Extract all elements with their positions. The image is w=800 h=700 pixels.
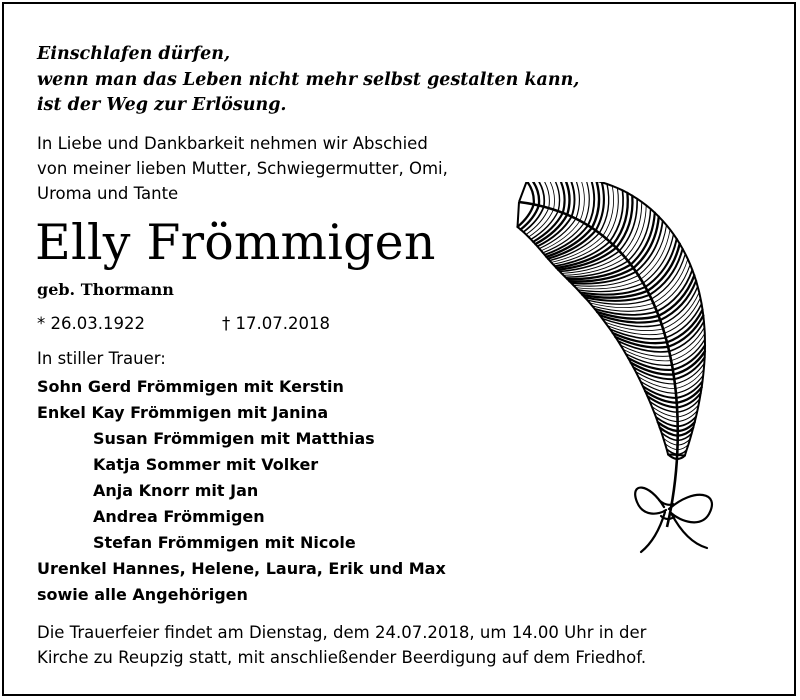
mourner-line: sowie alle Angehörigen xyxy=(37,585,248,604)
obituary-notice xyxy=(2,2,796,696)
funeral-info-line: Die Trauerfeier findet am Dienstag, dem 24.07.2018, um 14.00 Uhr in der xyxy=(37,623,647,642)
mourner-line: Anja Knorr mit Jan xyxy=(93,481,259,500)
intro-line: In Liebe und Dankbarkeit nehmen wir Abschied xyxy=(37,134,428,153)
death-date: † 17.07.2018 xyxy=(222,314,330,333)
poem-line: Einschlafen dürfen, xyxy=(37,44,231,64)
mourners-list xyxy=(37,374,446,608)
maiden-name: geb. Thormann xyxy=(37,280,174,299)
feather-with-ribbon-icon xyxy=(509,182,759,567)
poem-line: ist der Weg zur Erlösung. xyxy=(37,95,287,115)
intro-line: Uroma und Tante xyxy=(37,184,179,203)
mourner-line: Andrea Frömmigen xyxy=(93,507,265,526)
feather-barb xyxy=(584,182,589,223)
deceased-name: Elly Frömmigen xyxy=(35,214,436,271)
mourner-line: Susan Frömmigen mit Matthias xyxy=(93,429,375,448)
birth-date: * 26.03.1922 xyxy=(37,314,145,333)
feather-barb xyxy=(575,182,580,219)
mourner-line: Urenkel Hannes, Helene, Laura, Erik und Max xyxy=(37,559,446,578)
funeral-info xyxy=(37,620,646,670)
intro-text xyxy=(37,131,448,206)
mourner-line: Katja Sommer mit Volker xyxy=(93,455,319,474)
mourner-line: Stefan Frömmigen mit Nicole xyxy=(93,533,356,552)
memorial-poem xyxy=(37,42,579,119)
feather-barb xyxy=(677,393,701,407)
poem-line: wenn man das Leben nicht mehr selbst gestalten kann, xyxy=(37,69,580,90)
funeral-info-line: Kirche zu Reupzig statt, mit anschließender Beerdigung auf dem Friedhof. xyxy=(37,648,647,667)
intro-line: von meiner lieben Mutter, Schwiegermutter, Omi, xyxy=(37,159,448,178)
mourners-label: In stiller Trauer: xyxy=(37,349,166,368)
mourner-line: Sohn Gerd Frömmigen mit Kerstin xyxy=(37,377,344,396)
feather-barb xyxy=(580,182,584,221)
feather-barb xyxy=(518,204,534,227)
feather-barb xyxy=(527,182,534,204)
mourner-line: Enkel Kay Frömmigen mit Janina xyxy=(37,403,329,422)
